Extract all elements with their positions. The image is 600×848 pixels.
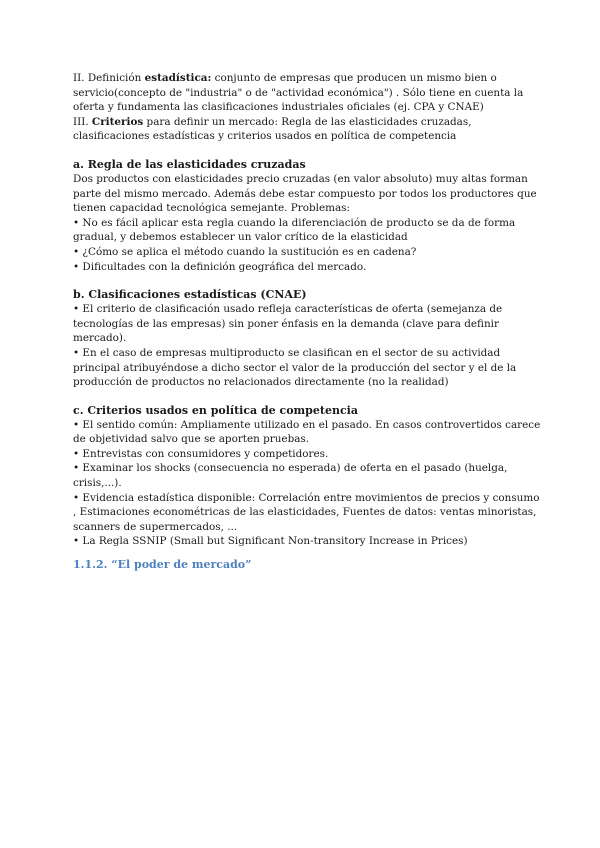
section-c-bullet: • Examinar los shocks (consecuencia no esperada) de oferta en el pasado (huelga, crisis,...). [73,462,508,490]
definition-statistical-paragraph [73,71,543,115]
section-c-heading: c. Criterios usados en política de competencia [73,403,358,417]
paragraph-text: conjunto de empresas que producen un mismo bien o servicio(concepto de "industria" o de "actividad económica") . Sólo tiene en cuenta la oferta y fundamenta las clasificaciones industriales oficiales (ej. CPA y CNAE) [73,72,524,114]
section-a-bullet: • Dificultades con la definición geográfica del mercado. [73,260,367,273]
section-b-bullet: • En el caso de empresas multiproducto se clasifican en el sector de su actividad principal atribuyéndose a dicho sector el valor de la producción del sector y el de la producción de productos no relacionados directamente (no la realidad) [73,346,517,389]
section-a-heading: a. Regla de las elasticidades cruzadas [73,157,306,171]
section-c-bullet: • El sentido común: Ampliamente utilizado en el pasado. En casos controvertidos carece de objetividad salvo que se aporten pruebas. [73,418,541,446]
spacer [73,144,543,157]
bold-term: estadística: [144,72,212,84]
section-b-bullet: • El criterio de clasificación usado refleja características de oferta (semejanza de tecnologías de las empresas) sin poner énfasis en la demanda (clave para definir mercado). [73,303,503,345]
section-a-bullet: • ¿Cómo se aplica el método cuando la sustitución es en cadena? [73,245,417,258]
section-c-bullet: • La Regla SSNIP (Small but Significant Non-transitory Increase in Prices) [73,535,468,548]
spacer [73,390,543,403]
criteria-paragraph [73,115,543,144]
paragraph-prefix: III. [73,115,92,128]
spacer [73,274,543,287]
section-c-bullet: • Evidencia estadística disponible: Correlación entre movimientos de precios y consumo , Estimaciones econométricas de las elasticidades, Fuentes de datos: ventas minoristas, scanners de supermercados, ... [73,491,540,533]
section-b-heading: b. Clasificaciones estadísticas (CNAE) [73,288,307,302]
section-a-bullet: • No es fácil aplicar esta regla cuando la diferenciación de producto se da de forma gradual, y debemos establecer un valor crítico de la elasticidad [73,216,516,244]
subsection-heading: 1.1.2. “El poder de mercado” [73,558,252,572]
paragraph-text: para definir un mercado: Regla de las elasticidades cruzadas, clasificaciones estadísticas y criterios usados en política de competencia [73,115,472,143]
bold-term: Criterios [91,115,144,128]
document-body [73,71,543,572]
section-a-body: Dos productos con elasticidades precio cruzadas (en valor absoluto) muy altas forman parte del mismo mercado. Además debe estar compuesto por todos los productores que tienen capacidad tecnológica semejante. Problemas: [73,172,537,215]
section-c-bullet: • Entrevistas con consumidores y competidores. [73,447,329,460]
paragraph-prefix: II. Definición [73,72,145,84]
